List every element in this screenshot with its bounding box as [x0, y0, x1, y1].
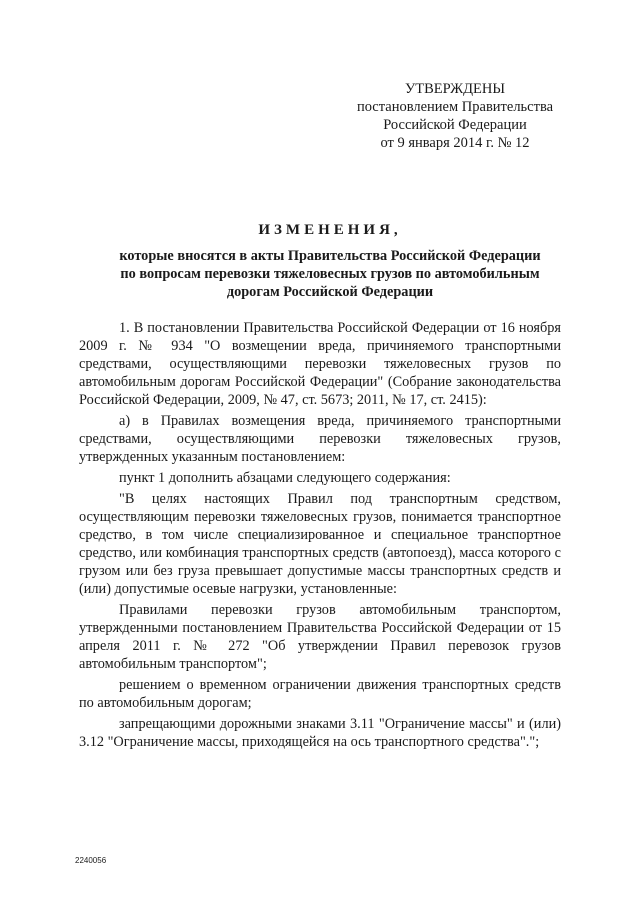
- paragraph-item-1: 1. В постановлении Правительства Российской Федерации от 16 ноября 2009 г. № 934 "О возмещении вреда, причиняемого транспортными средствами, осуществляющими перевозки тяжеловесных грузов по автомобильным дорогам Российской Федерации" (Собрание законодательства Российской Федерации, 2009, № 47, ст. 5673; 2011, № 17, ст. 2415):: [79, 320, 561, 408]
- approval-line-2: Российской Федерации: [383, 117, 527, 133]
- paragraph-quote-decision: решением о временном ограничении движения транспортных средств по автомобильным дорогам;: [79, 677, 561, 711]
- paragraph-subitem-a: а) в Правилах возмещения вреда, причиняемого транспортными средствами, осуществляющими перевозки тяжеловесных грузов, утвержденных указанным постановлением:: [79, 413, 561, 465]
- subtitle-line-1: которые вносятся в акты Правительства Российской Федерации: [119, 248, 541, 264]
- paragraph-instruction: пункт 1 дополнить абзацами следующего содержания:: [119, 470, 451, 486]
- approval-line-3: от 9 января 2014 г. № 12: [380, 135, 530, 151]
- approval-heading: УТВЕРЖДЕНЫ: [404, 81, 506, 97]
- subtitle-line-3: дорогам Российской Федерации: [226, 284, 434, 300]
- footer-code: 2240056: [75, 856, 107, 865]
- paragraph-quote-rules: Правилами перевозки грузов автомобильным транспортом, утвержденными постановлением Правительства Российской Федерации от 15 апреля 2011 г. № 272 "Об утверждении Правил перевозок грузов автомобильным транспортом";: [79, 602, 561, 672]
- subtitle-line-2: по вопросам перевозки тяжеловесных грузов по автомобильным: [120, 266, 540, 282]
- approval-block: [340, 80, 570, 152]
- document-subtitle: [80, 247, 580, 301]
- paragraph-quote-definition: "В целях настоящих Правил под транспортным средством, осуществляющим перевозки тяжеловесных грузов, понимается транспортное средство, в том числе специализированное и специальное транспортное средство, или комбинация транспортных средств (автопоезд), масса которого с грузом или без груза превышает допустимые массы транспортных средств и (или) допустимые осевые нагрузки, установленные:: [79, 491, 561, 597]
- document-body: [79, 319, 561, 754]
- paragraph-quote-signs: запрещающими дорожными знаками 3.11 "Ограничение массы" и (или) 3.12 "Ограничение массы, приходящейся на ось транспортного средства".";: [79, 716, 561, 750]
- approval-line-1: постановлением Правительства: [356, 99, 554, 115]
- document-title: ИЗМЕНЕНИЯ,: [258, 222, 402, 238]
